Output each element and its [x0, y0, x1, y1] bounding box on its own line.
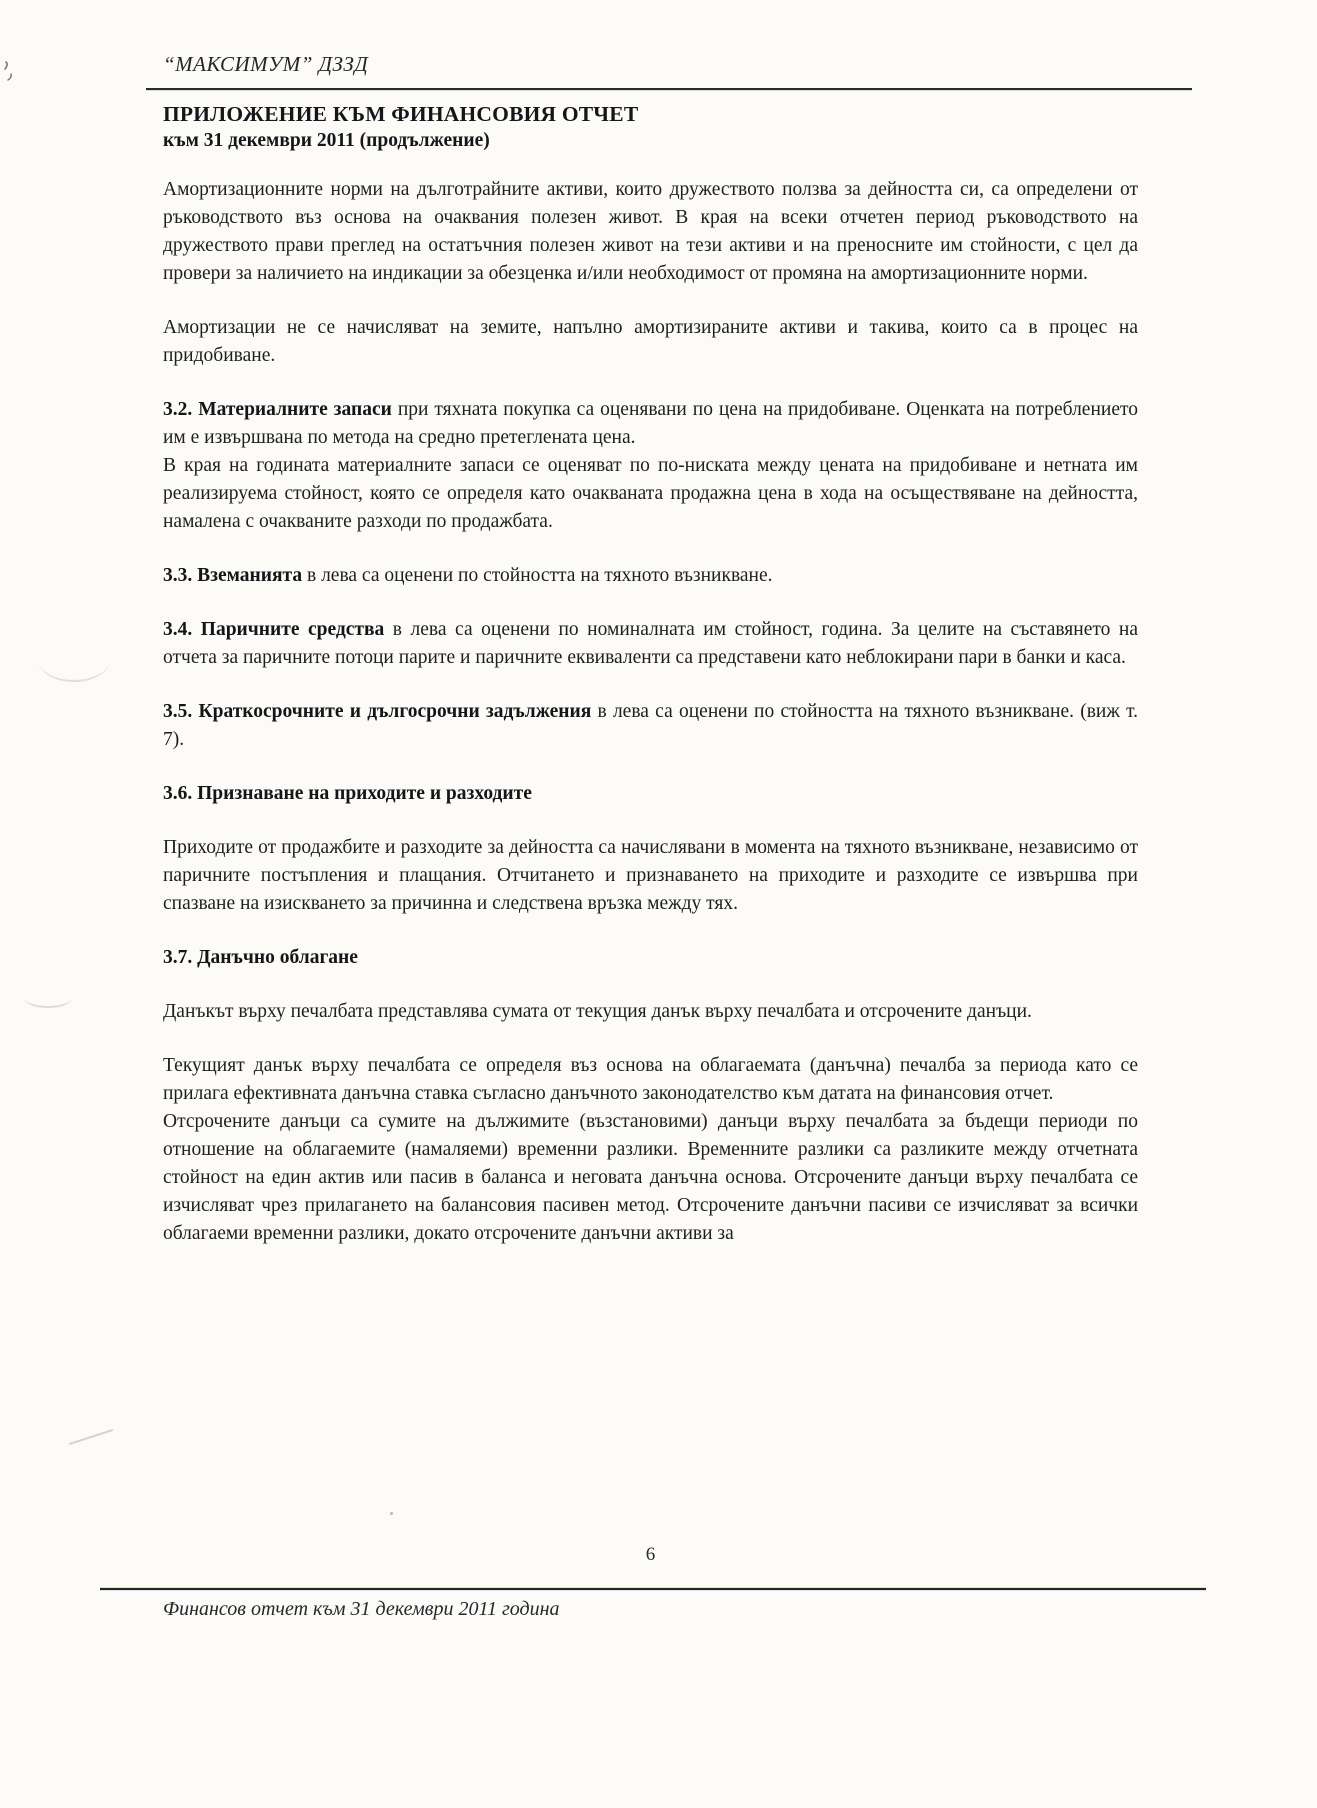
paragraph-deferred-tax: Отсрочените данъци са сумите на дължимите (възстановими) данъци върху печалбата за бъдещи периоди по отношение на облагаемите (намаляеми) временни разлики. Временните разлики са разликите между отчетната стойност на един актив или пасив в баланса и неговата данъчна основа. Отсрочените данъци върху печалбата се изчисляват чрез прилагането на балансовия пасивен метод. Отсрочените данъчни пасиви се изчисляват за всички облагаеми временни разлики, докато отсрочените данъчни активи за — [163, 1111, 1138, 1244]
paragraph-section-3-6: Приходите от продажбите и разходите за дейността са начислявани в момента на тяхното възникване, независимо от паричните постъпления и плащания. Отчитането и признаването на приходите и разходите се извършва при спазване на изискването за причинна и следствена връзка между тях. — [163, 837, 1138, 914]
section-3-5-lead: 3.5. Краткосрочните и дългосрочни задължения — [163, 701, 592, 722]
paragraph-section-3-2-continued: В края на годината материалните запаси се оценяват по по-ниската между цената на придобиване и нетната им реализируема стойност, която се определя като очакваната продажна цена в хода на осъществяване на дейността, намалена с очакваните разходи по продажбата. — [163, 455, 1138, 532]
scan-smudge-artifact — [24, 988, 72, 1008]
document-body — [163, 176, 1138, 1248]
section-3-4-text: в лева са оценени по номиналната им стойност, година. За целите на съставянето на отчета за паричните потоци парите и паричните еквиваленти са представени като неблокирани пари в банки и каса. — [163, 619, 1138, 668]
footer-divider-line — [100, 1588, 1206, 1590]
section-3-2-text: при тяхната покупка са оценявани по цена на придобиване. Оценката на потреблението им е извършвана по метода на средно претеглената цена. — [163, 399, 1138, 448]
paragraph-depreciation-exceptions: Амортизации не се начисляват на земите, напълно амортизираните активи и такива, които са в процес на придобиване. — [163, 317, 1138, 366]
paragraph-section-3-2 — [163, 396, 1138, 452]
paragraph-section-3-4 — [163, 616, 1138, 672]
pen-mark-artifact — [2, 58, 18, 88]
document-title-block — [163, 102, 638, 152]
page-number: 6 — [645, 1544, 656, 1565]
section-3-6-heading: 3.6. Признаване на приходите и разходите — [163, 783, 532, 804]
paragraph-current-tax: Текущият данък върху печалбата се определя въз основа на облагаемата (данъчна) печалба за периода като се прилага ефективната данъчна ставка съгласно данъчното законодателство към датата на финансовия отчет. — [163, 1055, 1138, 1104]
section-3-3-text: в лева са оценени по стойността на тяхното възникване. — [302, 565, 773, 586]
paragraph-section-3-3 — [163, 562, 1138, 590]
section-3-4-lead: 3.4. Паричните средства — [163, 619, 385, 640]
document-subtitle: към 31 декември 2011 (продължение) — [163, 130, 490, 151]
document-title: ПРИЛОЖЕНИЕ КЪМ ФИНАНСОВИЯ ОТЧЕТ — [163, 102, 639, 126]
section-3-2-lead: 3.2. Материалните запаси — [163, 399, 392, 420]
paragraph-section-3-7-intro: Данъкът върху печалбата представлява сумата от текущия данък върху печалбата и отсрочените данъци. — [163, 1001, 1032, 1022]
scan-smudge-artifact — [38, 638, 110, 682]
company-name-header: “МАКСИМУМ” ДЗЗД — [163, 52, 369, 76]
scan-smudge-artifact — [69, 1429, 113, 1445]
section-3-7-heading: 3.7. Данъчно облагане — [163, 947, 358, 968]
paragraph-depreciation-policy: Амортизационните норми на дълготрайните активи, които дружеството ползва за дейността си, са определени от ръководството въз основа на очаквания полезен живот. В края на всеки отчетен период ръководството на дружеството прави преглед на остатъчния полезен живот на тези активи и на преносните им стойности, с цел да провери за наличието на индикации за обезценка и/или необходимост от промяна на амортизационните норми. — [163, 179, 1138, 284]
section-3-3-lead: 3.3. Вземанията — [163, 565, 303, 586]
paragraph-section-3-5 — [163, 698, 1138, 754]
footer-report-caption: Финансов отчет към 31 декември 2011 година — [163, 1598, 560, 1620]
section-3-5-text: в лева са оценени по стойността на тяхното възникване. (виж т. 7). — [163, 701, 1138, 750]
header-divider-line — [146, 88, 1192, 90]
scan-speck-artifact — [390, 1512, 393, 1515]
